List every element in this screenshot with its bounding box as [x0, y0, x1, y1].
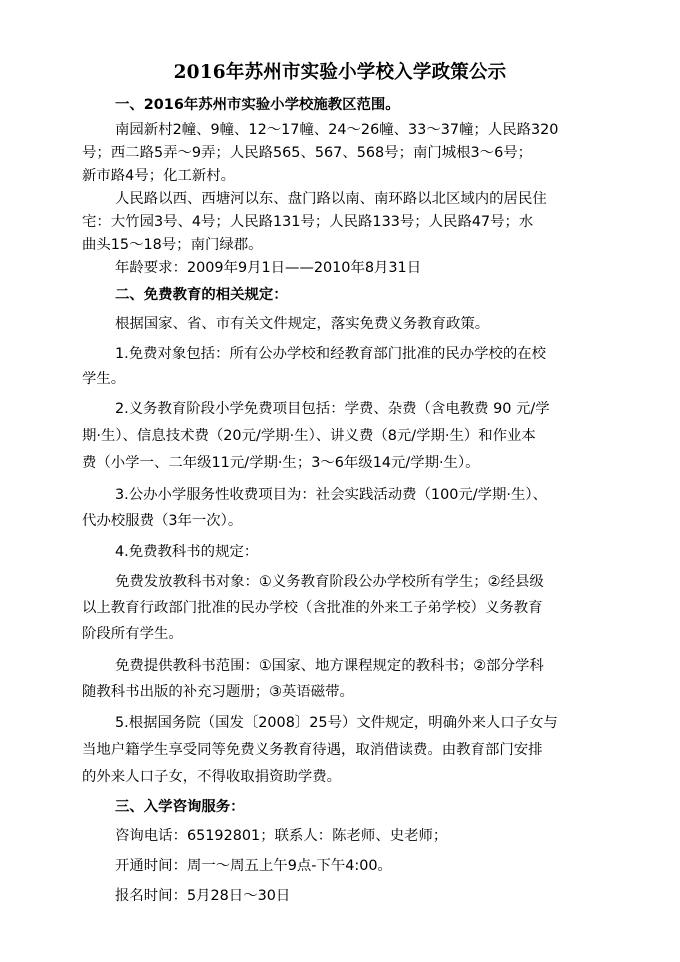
- text-line: 代办校服费（3年一次）。: [82, 513, 243, 529]
- text-line: 号；西二路5弄～9弄；人民路565、567、568号；南门城根3～6号；: [82, 145, 533, 161]
- section-heading-3: 三、入学咨询服务：: [115, 799, 245, 815]
- section-heading-2: 二、免费教育的相关规定：: [115, 287, 288, 303]
- text-line: 随教科书出版的补充习题册；③英语磁带。: [82, 684, 354, 700]
- text-line: 1.免费对象包括：所有公办学校和经教育部门批准的民办学校的在校: [115, 346, 547, 362]
- text-line: 当地户籍学生享受同等免费义务教育待遇，取消借读费。由教育部门安排: [82, 742, 543, 758]
- text-line: 人民路以西、西塘河以东、盘门路以南、南环路以北区域内的居民住: [115, 191, 547, 207]
- text-line: 南园新村2幢、9幢、12～17幢、24～26幢、33～37幢；人民路320: [115, 122, 559, 138]
- section-heading-1: 一、2016年苏州市实验小学校施教区范围。: [115, 97, 400, 113]
- contact-phone: 咨询电话：65192801；联系人：陈老师、史老师；: [115, 828, 448, 844]
- text-line: 宅：大竹园3号、4号；人民路131号；人民路133号；人民路47号；水: [82, 214, 534, 230]
- text-line: 期·生）、信息技术费（20元/学期·生）、讲义费（8元/学期·生）和作业本: [82, 428, 536, 444]
- text-line: 新市路4号；化工新村。: [82, 168, 236, 184]
- text-line: 5.根据国务院（国发〔2008〕25号）文件规定，明确外来人口子女与: [115, 715, 558, 731]
- text-line: 3.公办小学服务性收费项目为：社会实践活动费（100元/学期·生）、: [115, 487, 547, 503]
- text-line: 曲头15～18号；南门绿郡。: [82, 237, 263, 253]
- text-line: 免费提供教科书范围：①国家、地方课程规定的教科书；②部分学科: [115, 658, 544, 674]
- text-line: 2.义务教育阶段小学免费项目包括：学费、杂费（含电教费 90 元/学: [115, 401, 550, 417]
- text-line: 阶段所有学生。: [82, 626, 183, 642]
- text-line: 根据国家、省、市有关文件规定，落实免费义务教育政策。: [115, 316, 490, 332]
- text-line: 4.免费教科书的规定：: [115, 544, 259, 560]
- document-title: 2016年苏州市实验小学校入学政策公示: [173, 62, 507, 83]
- service-hours: 开通时间：周一～周五上午9点-下午4:00。: [115, 858, 392, 874]
- text-line: 费（小学一、二年级11元/学期·生；3～6年级14元/学期·生）。: [82, 455, 480, 471]
- text-line: 以上教育行政部门批准的民办学校（含批准的外来工子弟学校）义务教育: [82, 600, 543, 616]
- text-line: 的外来人口子女，不得收取捐资助学费。: [82, 769, 342, 785]
- registration-dates: 报名时间：5月28日～30日: [115, 888, 291, 904]
- age-requirement: 年龄要求：2009年9月1日——2010年8月31日: [115, 260, 422, 276]
- text-line: 学生。: [82, 371, 126, 387]
- text-line: 免费发放教科书对象：①义务教育阶段公办学校所有学生；②经县级: [115, 574, 544, 590]
